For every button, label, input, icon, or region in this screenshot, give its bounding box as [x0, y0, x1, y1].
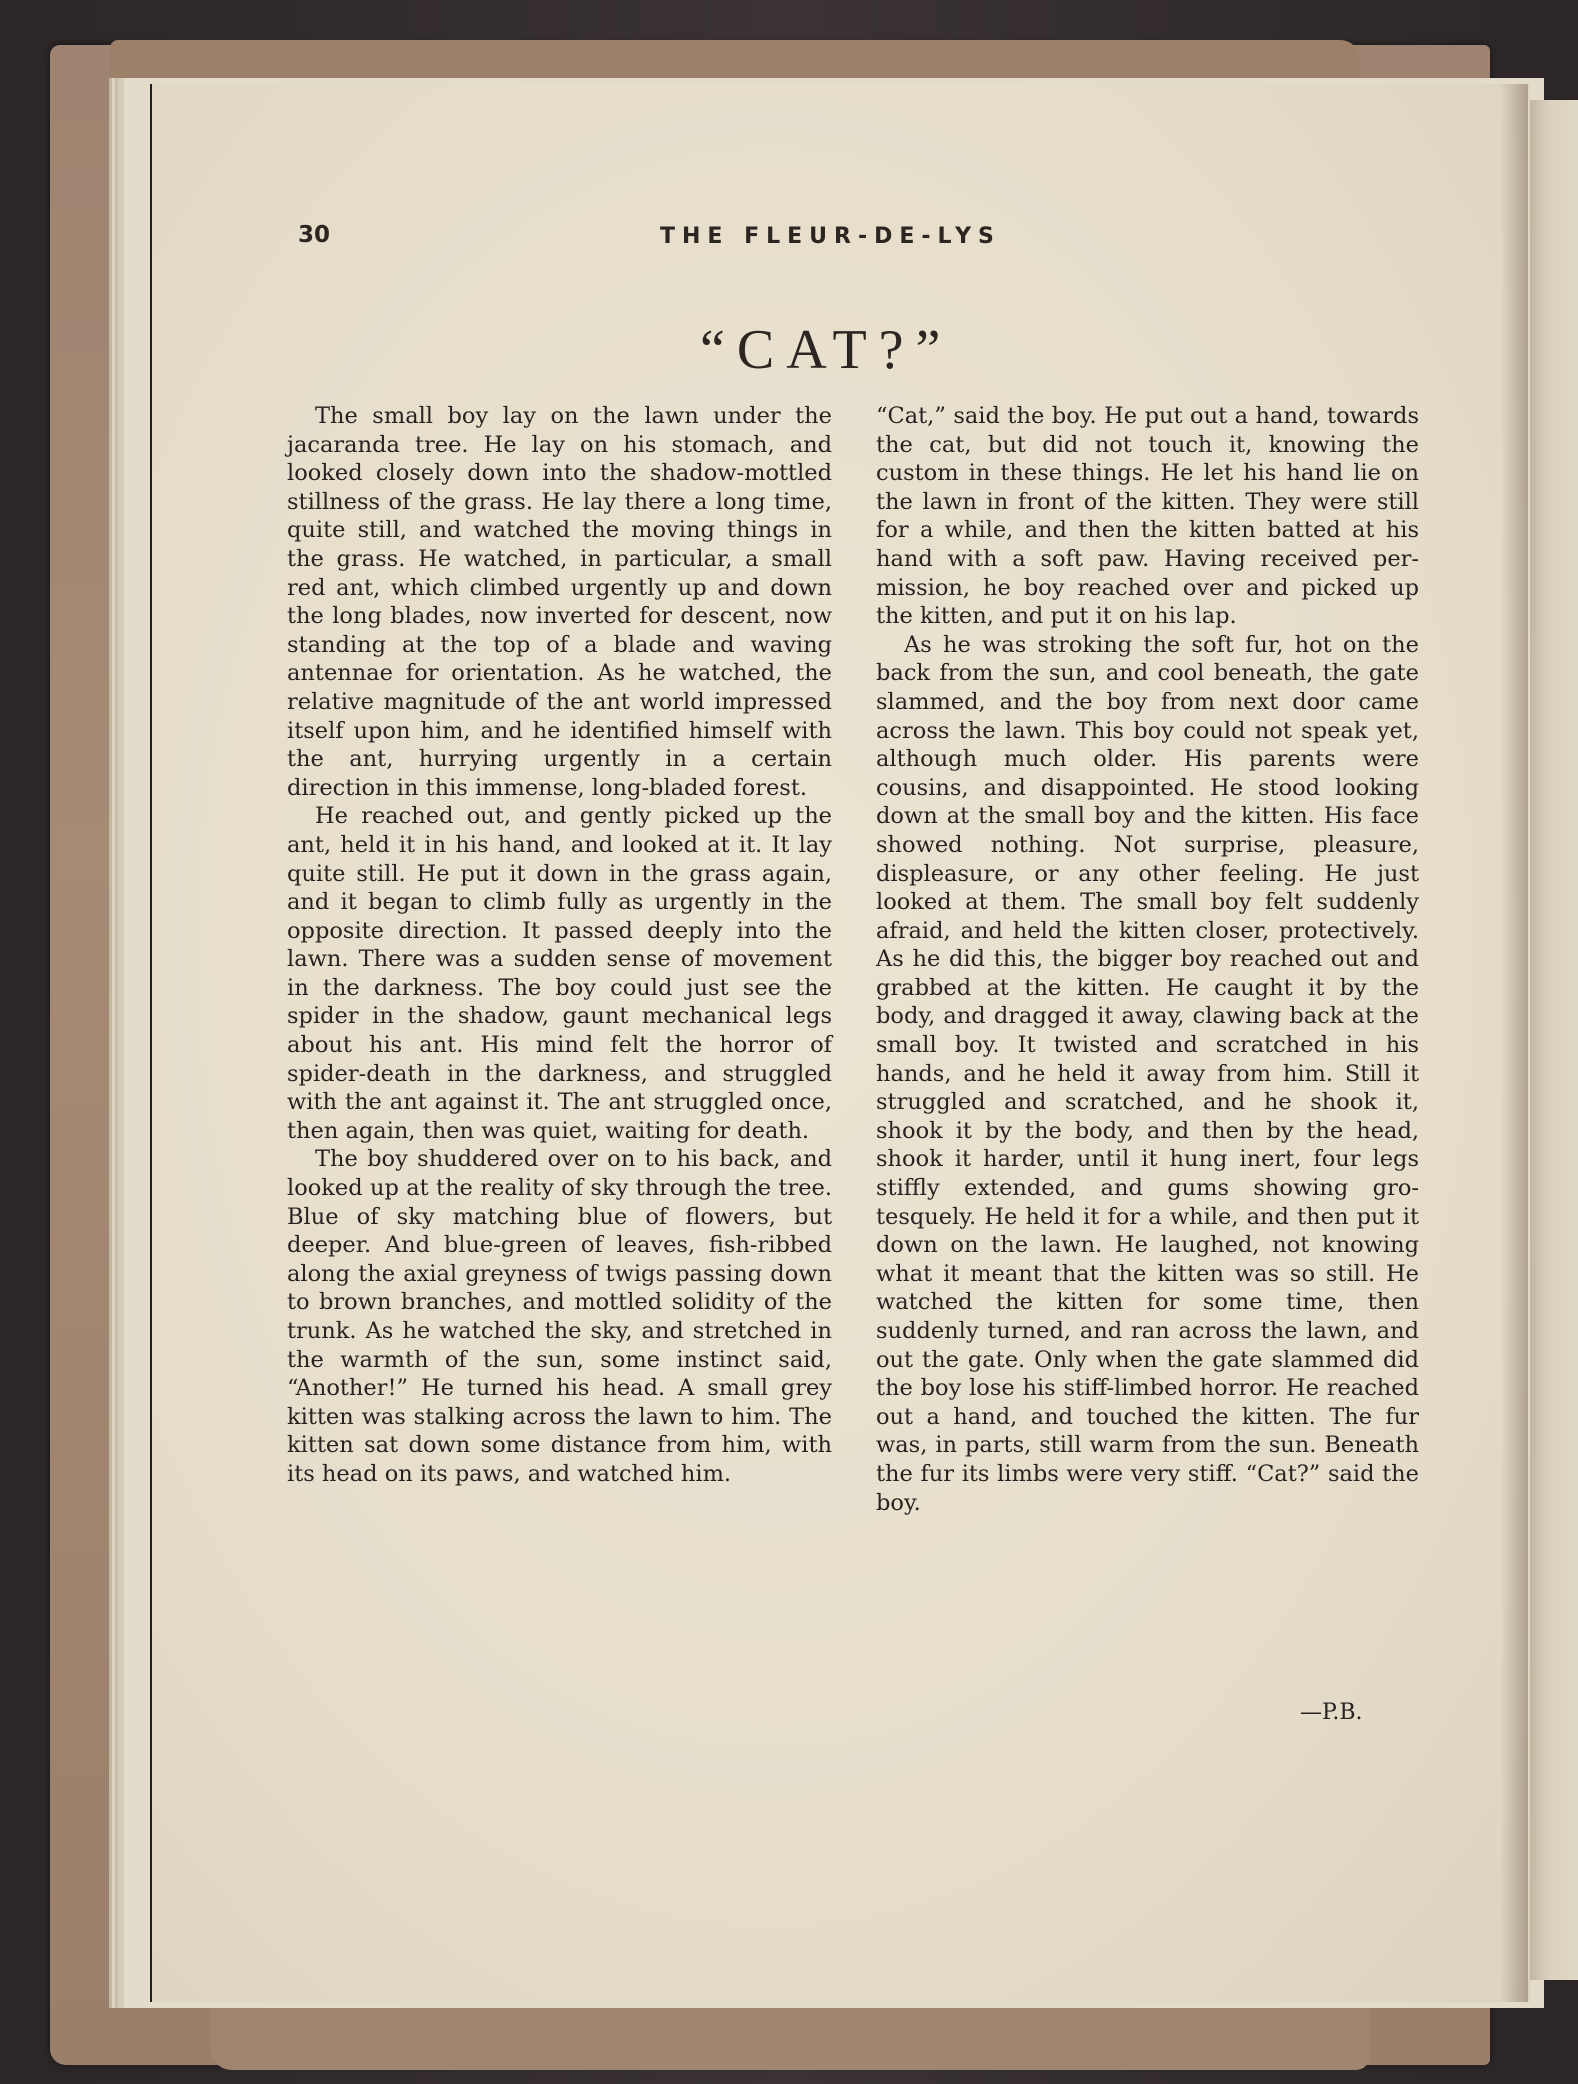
paragraph: The boy shuddered over on to his back, and looked up at the reality of sky through the tree. Blue of sky matching blue of flowers, but deeper. And blue-green of leaves, fish-ribbed along the axial greyness of twigs passing down to brown branches, and mottled solidity of the trunk. As he watched the sky, and stretched in the warmth of the sun, some instinct said, “Another!” He turned his head. A small grey kitten was stalking across the lawn to him. The kitten sat down some distance from him, with its head on its paws, and watched him. [287, 1146, 832, 1487]
running-head: THE FLEUR-DE-LYS [660, 224, 1001, 249]
story-title: “CAT?” [700, 319, 953, 381]
paragraph: As he was stroking the soft fur, hot on the back from the sun, and cool beneath, the gate slammed, and the boy from next door came across the lawn. This boy could not speak yet, although much older. His parents were cousins, and disappointed. He stood looking down at the small boy and the kitten. His face showed nothing. Not surprise, pleasure, displeasure, or any other feeling. He just looked at them. The small boy felt suddenly afraid, and held the kitten closer, protectively. As he did this, the bigger boy reached out and grabbed at the kitten. He caught it by the body, and dragged it away, clawing back at the small boy. It twisted and scratched in his hands, and he held it away from him. Still it struggled and scratched, and he shook it, shook it by the body, and then by the head, shook it harder, until it hung inert, four legs stiffly extended, and gums showing grotesquely. He held it for a while, and then put it down on the lawn. He laughed, not knowing what it meant that the kitten was so still. He watched the kitten for some time, then suddenly turned, and ran across the lawn, and out the gate. Only when the gate slammed did the boy lose his stiff-limbed horror. He reached out a hand, and touched the kitten. The fur was, in parts, still warm from the sun. Beneath the fur its limbs were very stiff. “Cat?” said the boy. [876, 631, 1419, 1516]
gutter-shadow [1500, 84, 1528, 2002]
author-signature: —P.B. [1300, 1700, 1363, 1725]
paragraph: “Cat,” said the boy. He put out a hand, towards the cat, but did not touch it, knowing the custom in these things. He let his hand lie on the lawn in front of the kitten. They were still for a while, and then the kitten batted at his hand with a soft paw. Having received permission, he boy reached over and picked up the kitten, and put it on his lap. [876, 403, 1419, 630]
next-page-edge [1528, 100, 1578, 1980]
left-column [287, 402, 832, 1489]
paragraph: He reached out, and gently picked up the ant, held it in his hand, and looked at it. It lay quite still. He put it down in the grass again, and it began to climb fully as urgently in the opposite direction. It passed deeply into the lawn. There was a sudden sense of movement in the darkness. The boy could just see the spider in the shadow, gaunt mechanical legs about his ant. His mind felt the horror of spider-death in the darkness, and struggled with the ant against it. The ant struggled once, then again, then was quiet, waiting for death. [287, 803, 832, 1144]
paragraph: The small boy lay on the lawn under the jacaranda tree. He lay on his stomach, and looked closely down into the shadow-mottled stillness of the grass. He lay there a long time, quite still, and watched the moving things in the grass. He watched, in particular, a small red ant, which climbed urgently up and down the long blades, now inverted for descent, now standing at the top of a blade and waving antennae for orientation. As he watched, the relative magnitude of the ant world impressed itself upon him, and he identified himself with the ant, hurrying urgently in a certain direction in this immense, long-bladed forest. [287, 403, 832, 801]
cover-edge-bottom [210, 2000, 1370, 2070]
page-number: 30 [298, 222, 331, 248]
right-column [876, 402, 1419, 1517]
